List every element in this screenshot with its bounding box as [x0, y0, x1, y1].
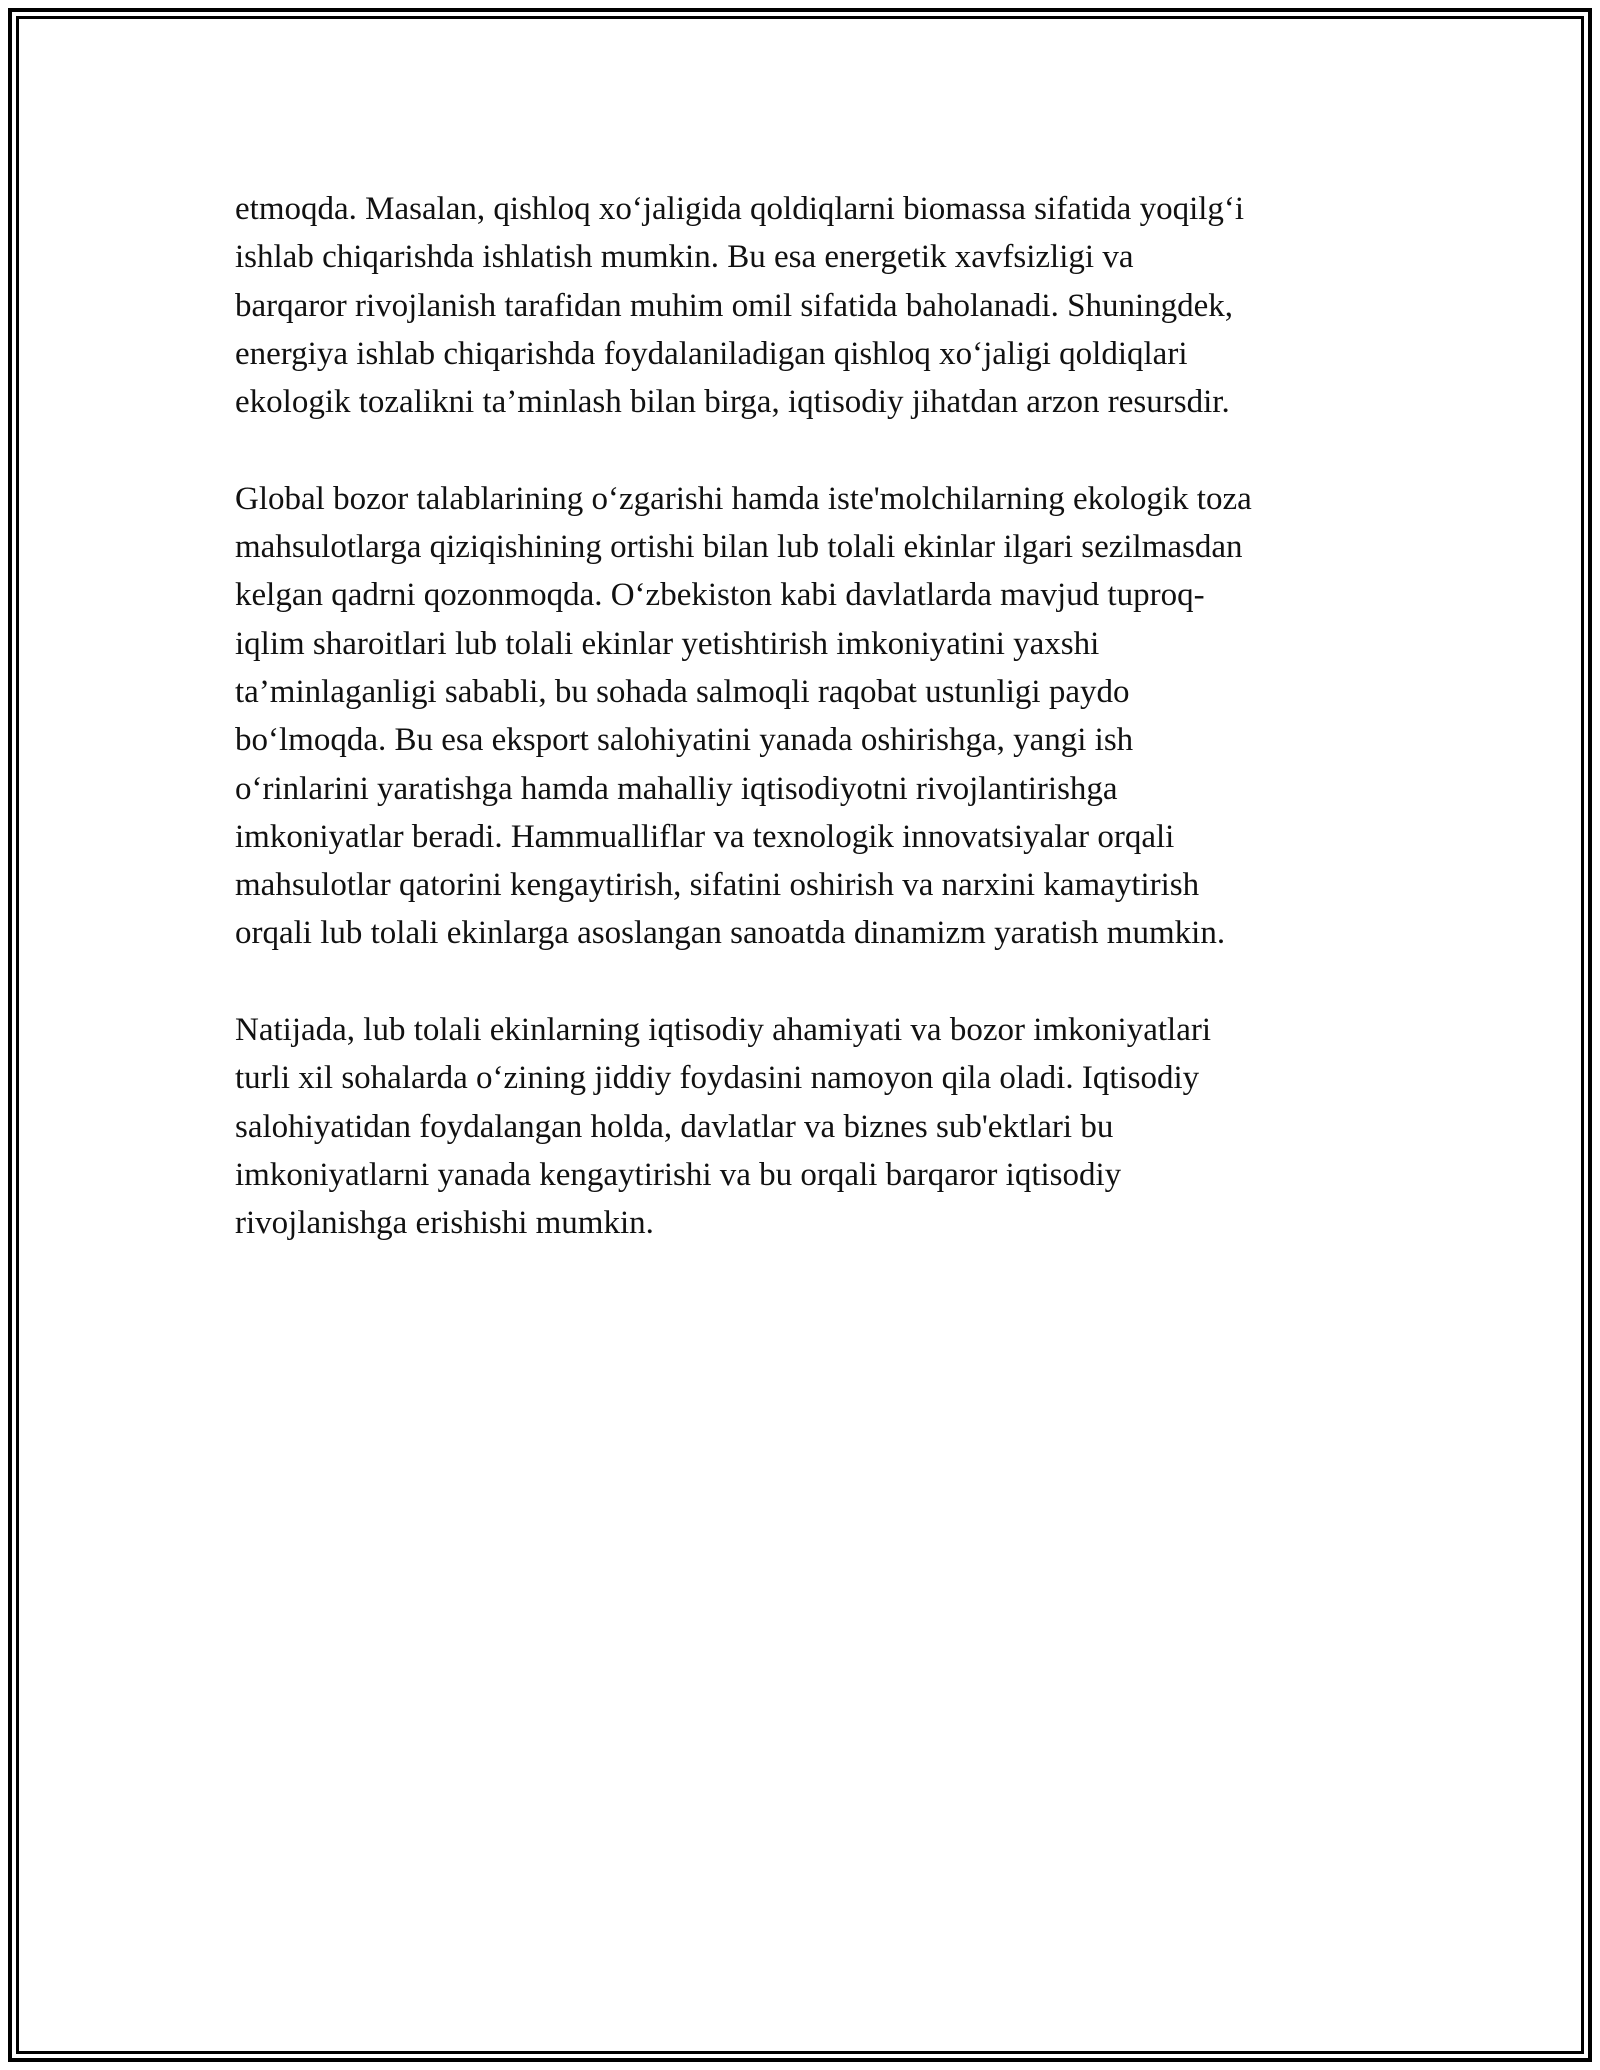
text-line: Global bozor talablarining o‘zgarishi hamda iste'molchilarning ekologik toza	[235, 480, 1252, 517]
text-line: barqaror rivojlanish tarafidan muhim omil sifatida baholanadi. Shuningdek,	[235, 287, 1234, 324]
text-line: ishlab chiqarishda ishlatish mumkin. Bu esa energetik xavfsizligi va	[235, 239, 1134, 276]
text-line: turli xil sohalarda o‘zining jiddiy foydasini namoyon qila oladi. Iqtisodiy	[235, 1060, 1200, 1097]
text-line: o‘rinlarini yaratishga hamda mahalliy iqtisodiyotni rivojlantirishga	[235, 770, 1118, 807]
text-line: rivojlanishga erishishi mumkin.	[235, 1205, 654, 1242]
text-line: etmoqda. Masalan, qishloq xo‘jaligida qoldiqlarni biomassa sifatida yoqilg‘i	[235, 191, 1245, 227]
paragraph-global-market	[235, 475, 1415, 958]
text-line: Natijada, lub tolali ekinlarning iqtisodiy ahamiyati va bozor imkoniyatlari	[235, 1012, 1212, 1049]
text-line: orqali lub tolali ekinlarga asoslangan sanoatda dinamizm yaratish mumkin.	[235, 915, 1226, 952]
text-line: kelgan qadrni qozonmoqda. O‘zbekiston kabi davlatlarda mavjud tuproq-	[235, 577, 1205, 614]
text-line: mahsulotlar qatorini kengaytirish, sifatini oshirish va narxini kamaytirish	[235, 867, 1200, 904]
text-line: imkoniyatlarni yanada kengaytirishi va bu orqali barqaror iqtisodiy	[235, 1156, 1122, 1193]
text-line: salohiyatidan foydalangan holda, davlatlar va biznes sub'ektlari bu	[235, 1108, 1114, 1145]
text-line: iqlim sharoitlari lub tolali ekinlar yetishtirish imkoniyatini yaxshi	[235, 625, 1100, 662]
paragraph-conclusion	[235, 1006, 1415, 1247]
text-line: energiya ishlab chiqarishda foydalaniladigan qishloq xo‘jaligi qoldiqlari	[235, 335, 1188, 372]
text-line: mahsulotlarga qiziqishining ortishi bilan lub tolali ekinlar ilgari sezilmasdan	[235, 529, 1243, 566]
text-line: ta’minlaganligi sababli, bu sohada salmoqli raqobat ustunligi paydo	[235, 673, 1130, 710]
paragraph-biomass	[235, 185, 1415, 426]
document-body	[235, 185, 1415, 1296]
text-line: ekologik tozalikni ta’minlash bilan birga, iqtisodiy jihatdan arzon resursdir.	[235, 384, 1230, 421]
text-line: bo‘lmoqda. Bu esa eksport salohiyatini yanada oshirishga, yangi ish	[235, 722, 1134, 759]
text-line: imkoniyatlar beradi. Hammualliflar va texnologik innovatsiyalar orqali	[235, 818, 1175, 855]
